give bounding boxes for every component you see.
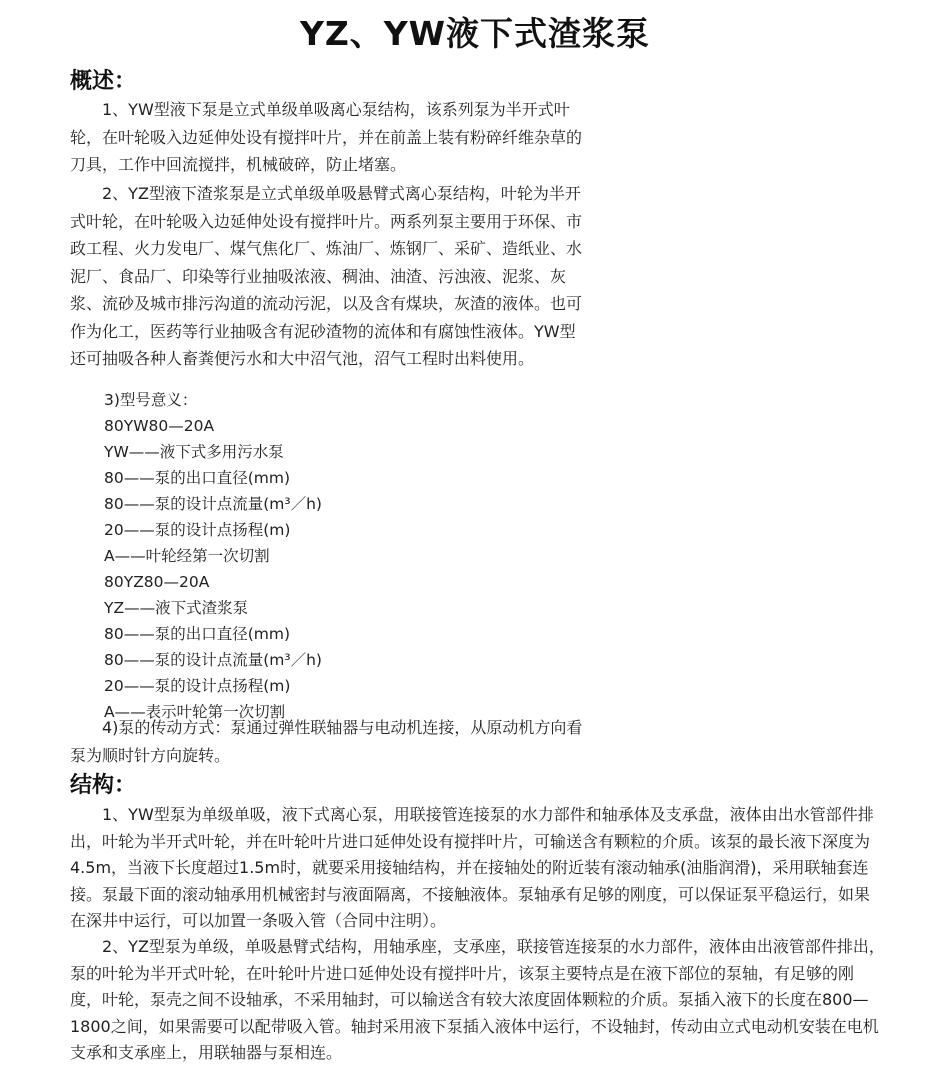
model-line: 20——泵的设计点扬程(m) xyxy=(104,677,291,695)
model-line: 80——泵的设计点流量(m³／h) xyxy=(104,651,322,669)
overview-paragraph-1: 1、YW型液下泵是立式单级单吸离心泵结构，该系列泵为半开式叶轮，在叶轮吸入边延伸处设有搅拌叶片，并在前盖上装有粉碎纤维杂草的刀具，工作中回流搅拌，机械破碎，防止堵塞。 xyxy=(70,100,583,174)
model-line: 80——泵的设计点流量(m³／h) xyxy=(104,495,322,513)
model-line: YW——液下式多用污水泵 xyxy=(104,443,284,461)
model-line: 3)型号意义： xyxy=(104,391,198,409)
model-line: 80YZ80—20A xyxy=(104,573,210,591)
model-line: YZ——液下式渣浆泵 xyxy=(104,599,249,617)
model-line: A——叶轮经第一次切割 xyxy=(104,547,270,565)
structure-heading: 结构： xyxy=(70,773,137,798)
document-title: YZ、YW液下式渣浆泵 xyxy=(299,14,651,53)
model-line: 80——泵的出口直径(mm) xyxy=(104,625,291,643)
model-line: 20——泵的设计点扬程(m) xyxy=(104,521,291,539)
model-meaning-list xyxy=(104,387,322,725)
structure-paragraph-2: 2、YZ型泵为单级，单吸悬臂式结构，用轴承座，支承座，联接管连接泵的水力部件，液体由出液管部件排出，泵的叶轮为半开式叶轮，在叶轮叶片进口延伸处设有搅拌叶片，该泵主要特点是在液下部位的泵轴，有足够的刚度，叶轮，泵壳之间不设轴承，不采用轴封，可以输送含有较大浓度固体颗粒的介质。泵插入液下的长度在800—1800之间，如果需要可以配带吸入管。轴封采用液下泵插入液体中运行，不设轴封，传动由立式电动机安装在电机支承和支承座上，用联轴器与泵相连。 xyxy=(70,937,885,1062)
overview-paragraph-4: 4)泵的传动方式：泵通过弹性联轴器与电动机连接，从原动机方向看泵为顺时针方向旋转。 xyxy=(70,718,583,765)
model-line: 80YW80—20A xyxy=(104,417,215,435)
overview-heading: 概述： xyxy=(70,69,137,94)
model-line: 80——泵的出口直径(mm) xyxy=(104,469,291,487)
structure-paragraph-1: 1、YW型泵为单级单吸，液下式离心泵，用联接管连接泵的水力部件和轴承体及支承盘，液体由出水管部件排出，叶轮为半开式叶轮，并在叶轮叶片进口延伸处设有搅拌叶片，可输送含有颗粒的介质。该泵的最长液下深度为4.5m，当液下长度超过1.5m时，就要采用接轴结构，并在接轴处的附近装有滚动轴承(油脂润滑)，采用联轴套连接。泵最下面的滚动轴承用机械密封与液面隔离，不接触液体。泵轴承有足够的刚度，可以保证泵平稳运行，如果在深井中运行，可以加置一条吸入管（合同中注明）。 xyxy=(70,805,874,930)
overview-paragraph-2: 2、YZ型液下渣浆泵是立式单级单吸悬臂式离心泵结构，叶轮为半开式叶轮，在叶轮吸入边延伸处设有搅拌叶片。两系列泵主要用于环保、市政工程、火力发电厂、煤气焦化厂、炼油厂、炼钢厂、采矿、造纸业、水泥厂、食品厂、印染等行业抽吸浓液、稠油、油渣、污浊液、泥浆、灰浆、流砂及城市排污沟道的流动污泥，以及含有煤块，灰渣的液体。也可作为化工，医药等行业抽吸含有泥砂渣物的流体和有腐蚀性液体。YW型还可抽吸各种人畜粪便污水和大中沼气池，沼气工程时出料使用。 xyxy=(70,184,583,368)
model-line: A——表示叶轮第一次切割 xyxy=(104,703,286,721)
